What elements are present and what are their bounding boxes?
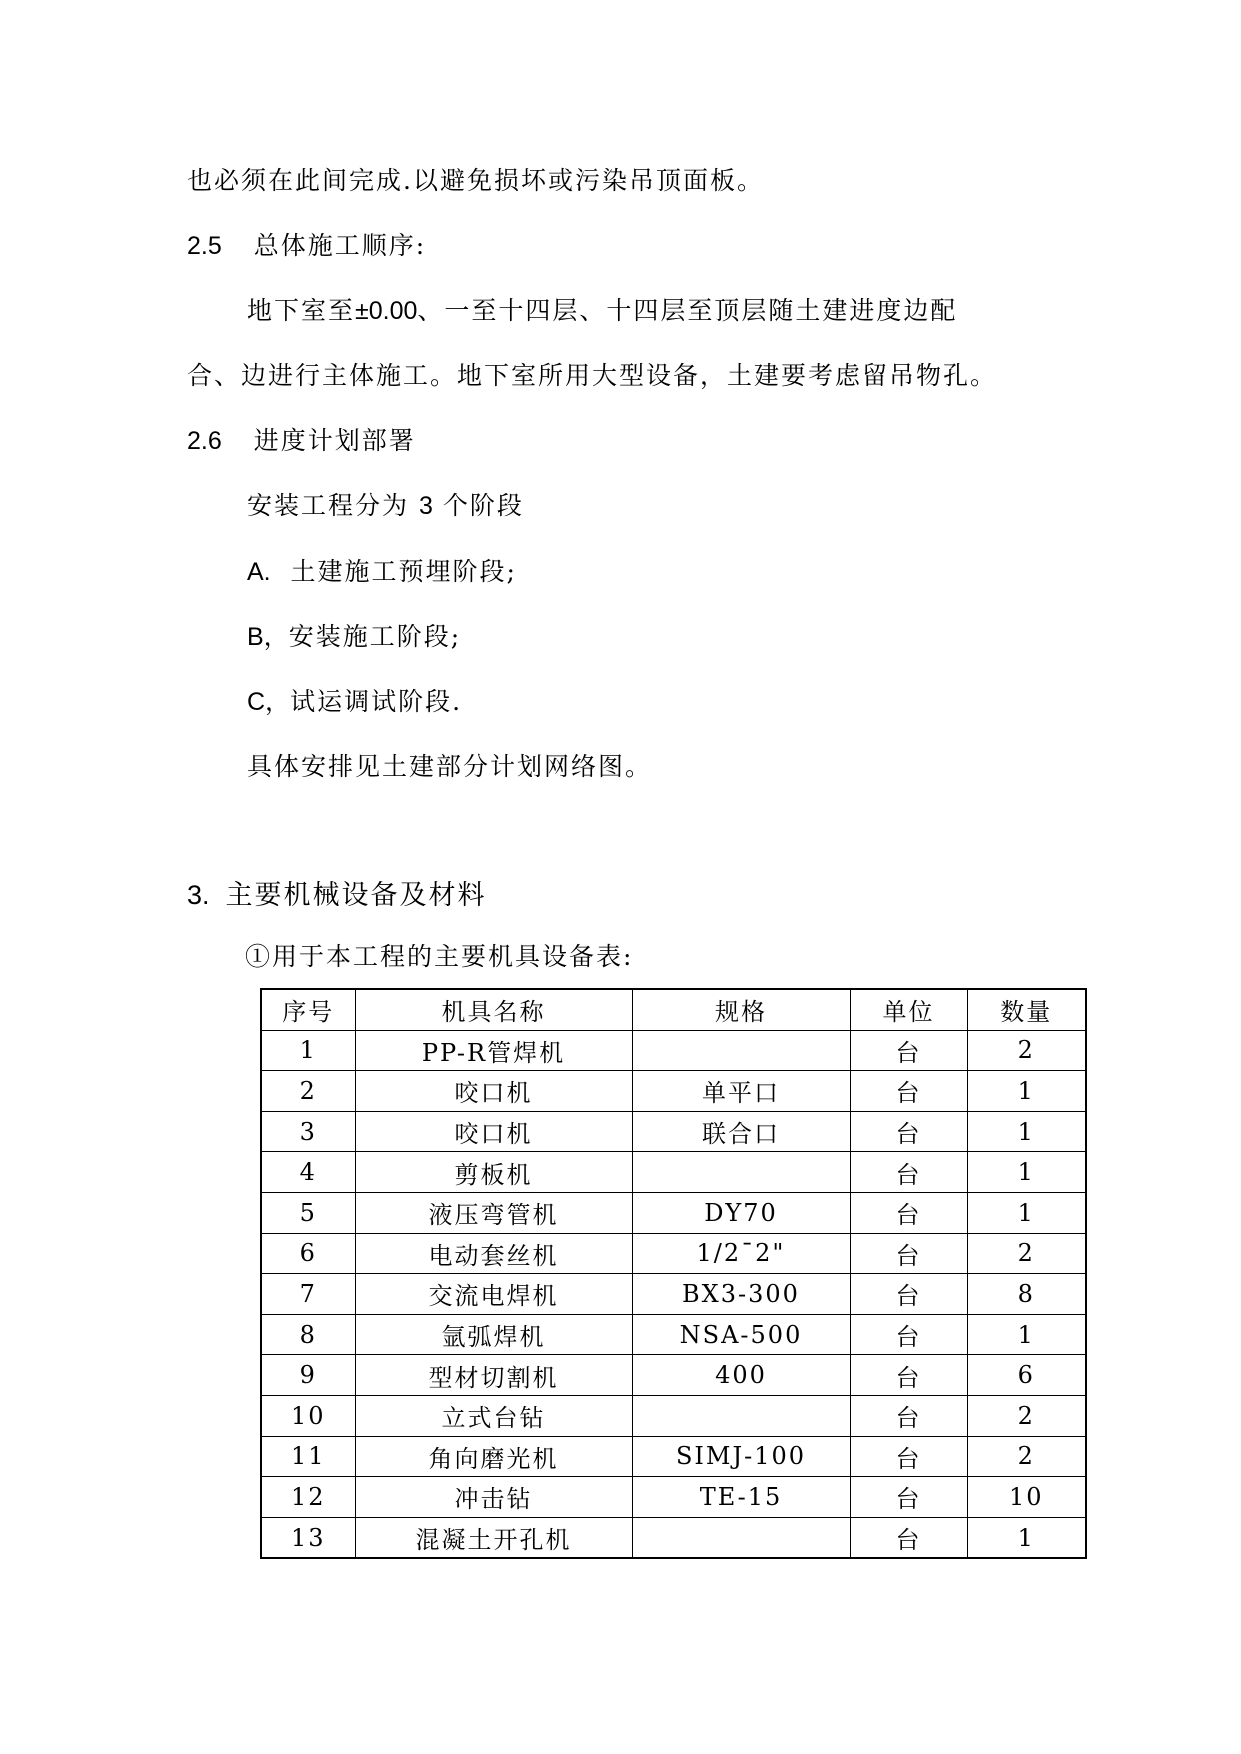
cell-quantity: 2 (967, 1395, 1086, 1436)
section-title: 总体施工顺序: (253, 231, 427, 260)
stage-marker: C， (247, 688, 291, 716)
cell-equipment-name: 氩弧焊机 (355, 1314, 632, 1355)
table-row (261, 1030, 1086, 1071)
cell-quantity: 1 (967, 1071, 1086, 1112)
cell-unit: 台 (850, 1274, 967, 1315)
cell-unit: 台 (850, 1477, 967, 1518)
cell-unit: 台 (850, 1436, 967, 1477)
cell-serial: 4 (261, 1152, 355, 1193)
cell-unit: 台 (850, 1111, 967, 1152)
header-equipment-name: 机具名称 (355, 989, 632, 1030)
cell-specification (632, 1517, 850, 1558)
cell-serial: 5 (261, 1192, 355, 1233)
header-unit: 单位 (850, 989, 967, 1030)
cell-serial: 12 (261, 1477, 355, 1518)
cell-quantity: 2 (967, 1436, 1086, 1477)
cell-serial: 1 (261, 1030, 355, 1071)
cell-unit: 台 (850, 1152, 967, 1193)
cell-quantity: 2 (967, 1233, 1086, 1274)
section-2-5-heading (187, 229, 426, 263)
cell-specification: 400 (632, 1355, 850, 1396)
cell-serial: 3 (261, 1111, 355, 1152)
table-row (261, 1071, 1086, 1112)
cell-specification: DY70 (632, 1192, 850, 1233)
cell-serial: 7 (261, 1274, 355, 1315)
cell-quantity: 10 (967, 1477, 1086, 1518)
cell-unit: 台 (850, 1071, 967, 1112)
stage-c (247, 685, 462, 719)
cell-quantity: 2 (967, 1030, 1086, 1071)
cell-serial: 11 (261, 1436, 355, 1477)
cell-equipment-name: PP-R管焊机 (355, 1030, 632, 1071)
cell-serial: 2 (261, 1071, 355, 1112)
table-row (261, 1517, 1086, 1558)
cell-unit: 台 (850, 1355, 967, 1396)
section-number: 3. (187, 880, 210, 910)
cell-equipment-name: 液压弯管机 (355, 1192, 632, 1233)
section-3-heading (187, 878, 487, 913)
cell-equipment-name: 咬口机 (355, 1071, 632, 1112)
section-number: 2.6 (187, 427, 222, 455)
section-number: 2.5 (187, 232, 222, 260)
cell-quantity: 1 (967, 1192, 1086, 1233)
cell-specification: 联合口 (632, 1111, 850, 1152)
cell-unit: 台 (850, 1233, 967, 1274)
cell-serial: 6 (261, 1233, 355, 1274)
cell-specification: 1/2¯2" (632, 1233, 850, 1274)
stage-marker: A. (247, 558, 271, 586)
equipment-table (260, 988, 1087, 1559)
cell-equipment-name: 角向磨光机 (355, 1436, 632, 1477)
text-fragment: 安装工程分为 (247, 491, 410, 520)
section-title: 进度计划部署 (253, 426, 416, 455)
cell-specification: TE-15 (632, 1477, 850, 1518)
table-header-row (261, 989, 1086, 1030)
section-title: 主要机械设备及材料 (225, 880, 487, 911)
cell-specification: 单平口 (632, 1071, 850, 1112)
stage-count: 3 (418, 492, 433, 520)
cell-equipment-name: 咬口机 (355, 1111, 632, 1152)
cell-specification: NSA-500 (632, 1314, 850, 1355)
header-quantity: 数量 (967, 989, 1086, 1030)
header-specification: 规格 (632, 989, 850, 1030)
cell-serial: 10 (261, 1395, 355, 1436)
cell-specification: SIMJ-100 (632, 1436, 850, 1477)
table-row (261, 1192, 1086, 1233)
cell-unit: 台 (850, 1517, 967, 1558)
table-row (261, 1314, 1086, 1355)
cell-quantity: 1 (967, 1152, 1086, 1193)
cell-quantity: 8 (967, 1274, 1086, 1315)
cell-quantity: 1 (967, 1111, 1086, 1152)
cell-specification: BX3-300 (632, 1274, 850, 1315)
cell-specification (632, 1152, 850, 1193)
table-caption: ①用于本工程的主要机具设备表: (245, 942, 634, 971)
cell-unit: 台 (850, 1314, 967, 1355)
table-row (261, 1111, 1086, 1152)
cell-serial: 9 (261, 1355, 355, 1396)
table-body (261, 1030, 1086, 1558)
cell-serial: 13 (261, 1517, 355, 1558)
cell-equipment-name: 冲击钻 (355, 1477, 632, 1518)
stage-text: 土建施工预埋阶段; (290, 557, 517, 586)
table-row (261, 1395, 1086, 1436)
stage-text: 试运调试阶段. (290, 687, 463, 716)
table-row (261, 1274, 1086, 1315)
cell-equipment-name: 交流电焊机 (355, 1274, 632, 1315)
table-row (261, 1152, 1086, 1193)
cell-specification (632, 1030, 850, 1071)
text-fragment: 、一至十四层、十四层至顶层随土建进度边配 (417, 296, 958, 325)
table-row (261, 1436, 1086, 1477)
paragraph-continuation: 也必须在此间完成.以避免损坏或污染吊顶面板。 (187, 166, 764, 195)
cell-unit: 台 (850, 1030, 967, 1071)
construction-order-paragraph (247, 294, 957, 328)
table-row (261, 1355, 1086, 1396)
stage-marker: B， (247, 623, 289, 651)
stage-b (247, 620, 461, 654)
stage-text: 安装施工阶段; (288, 622, 462, 651)
stages-intro (247, 489, 524, 523)
cell-serial: 8 (261, 1314, 355, 1355)
cell-equipment-name: 立式台钻 (355, 1395, 632, 1436)
cell-specification (632, 1395, 850, 1436)
cell-equipment-name: 电动套丝机 (355, 1233, 632, 1274)
table-row (261, 1477, 1086, 1518)
table-row (261, 1233, 1086, 1274)
cell-equipment-name: 混凝土开孔机 (355, 1517, 632, 1558)
header-serial: 序号 (261, 989, 355, 1030)
cell-equipment-name: 型材切割机 (355, 1355, 632, 1396)
stage-a (247, 555, 517, 589)
cell-unit: 台 (850, 1395, 967, 1436)
text-fragment: 个阶段 (442, 491, 524, 520)
section-2-6-heading (187, 424, 416, 458)
cell-quantity: 1 (967, 1314, 1086, 1355)
construction-order-paragraph-cont: 合、边进行主体施工。地下室所用大型设备，土建要考虑留吊物孔。 (187, 361, 998, 390)
elevation-value: ±0.00 (355, 297, 418, 325)
schedule-reference: 具体安排见土建部分计划网络图。 (247, 752, 653, 781)
cell-quantity: 1 (967, 1517, 1086, 1558)
text-fragment: 地下室至 (247, 296, 356, 325)
cell-equipment-name: 剪板机 (355, 1152, 632, 1193)
cell-unit: 台 (850, 1192, 967, 1233)
cell-quantity: 6 (967, 1355, 1086, 1396)
